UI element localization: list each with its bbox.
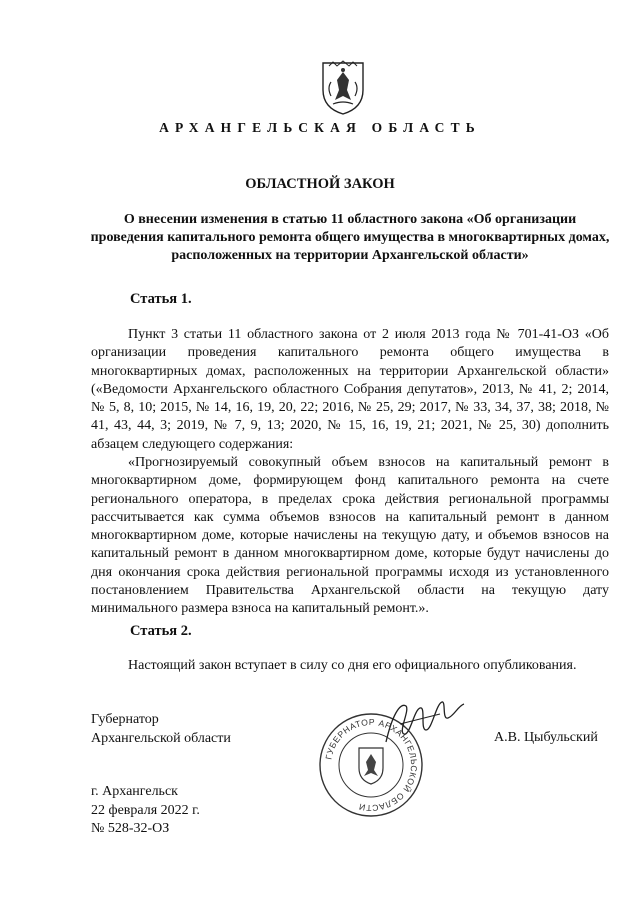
article-1-paragraph-1: Пункт 3 статьи 11 областного закона от 2 июля 2013 года № 701-41-ОЗ «Об организации проведения капитального ремонта общего имущества в многоквартирных домах, расположенных на территории Архангельской области» («Ведомости Архангельского областного Собрания депутатов», 2013, № 41, 2; 2014, № 5, 8, 10; 2015, № 14, 16, 19, 20, 22; 2016, № 25, 29; 2017, № 33, 34, 37, 38; 2018, № 41, 43, 44, 3; 2019, № 7, 9, 13; 2020, № 15, 16, 19, 21; 2021, № 25, 30) дополнить абзацем следующего содержания: [91, 327, 609, 452]
seal-text: ГУБЕРНАТОР АРХАНГЕЛЬСКОЙ ОБЛАСТИ [323, 716, 420, 814]
law-number: № 528-32-ОЗ [91, 821, 170, 836]
position-line-1: Губернатор [91, 712, 159, 727]
signatory-name: А.В. Цыбульский [494, 730, 598, 745]
signing-date: 22 февраля 2022 г. [91, 802, 200, 818]
handwritten-signature-icon [380, 696, 470, 748]
coat-of-arms-icon [319, 60, 367, 116]
article-1-heading: Статья 1. [130, 291, 192, 307]
law-title: О внесении изменения в статью 11 областного закона «Об организации проведения капитального ремонта общего имущества в многоквартирных домах, расположенных на территории Архангельской области» [90, 212, 610, 263]
region-name: АРХАНГЕЛЬСКАЯ ОБЛАСТЬ [159, 120, 481, 135]
article-2-paragraph: Настоящий закон вступает в силу со дня его официального опубликования. [128, 658, 577, 673]
article-1-paragraph-2: «Прогнозируемый совокупный объем взносов на капитальный ремонт в многоквартирном доме, формирующем фонд капитального ремонта на счете регионального оператора, в пределах срока действия региональной программы рассчитывается как сумма объемов взносов на капитальный ремонт в данном многоквартирном доме, которые начислены на текущую дату, и объемов взносов на капитальный ремонт в данном многоквартирном доме, которые будут начислены до дня окончания срока действия региональной программы исходя из установленного постановлением Правительства Архангельской области на текущую дату минимального размера взноса на капитальный ремонт.». [91, 455, 609, 617]
signing-details [91, 783, 200, 839]
article-2-heading: Статья 2. [130, 623, 192, 639]
signing-place: г. Архангельск [91, 784, 178, 799]
signatory-position [91, 711, 231, 748]
position-line-2: Архангельской области [91, 730, 231, 746]
law-type-heading: ОБЛАСТНОЙ ЗАКОН [245, 176, 395, 192]
